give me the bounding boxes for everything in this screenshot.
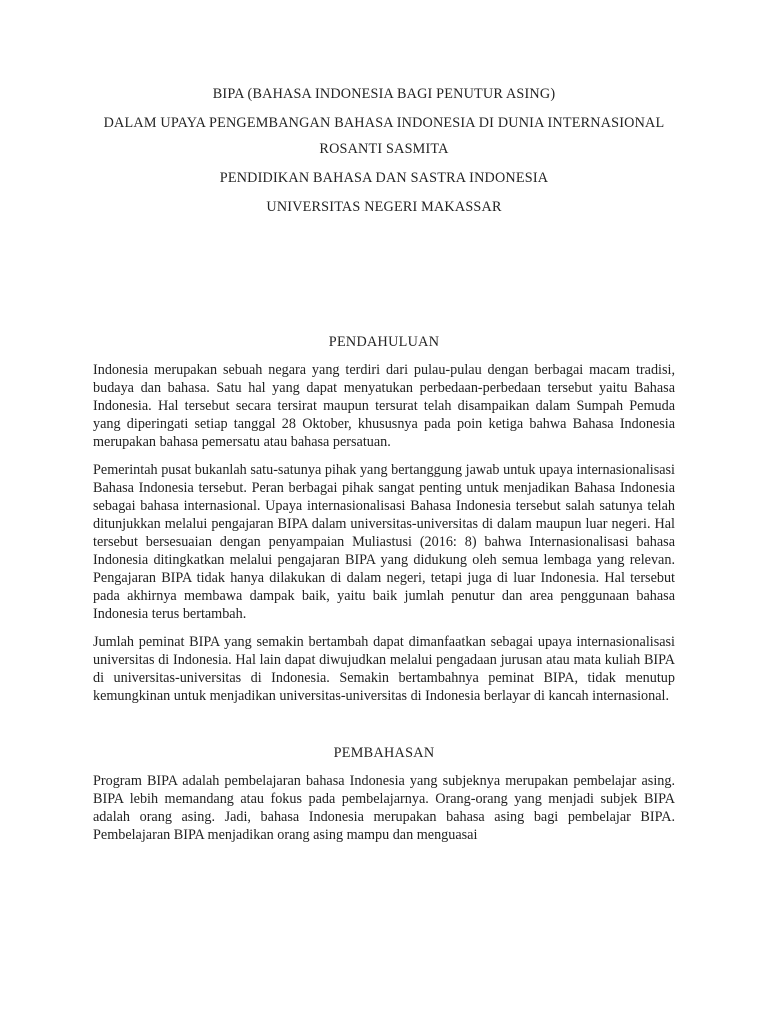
- paragraph: Pemerintah pusat bukanlah satu-satunya pihak yang bertanggung jawab untuk upaya internasionalisasi Bahasa Indonesia tersebut. Peran berbagai pihak sangat penting untuk menjadikan Bahasa Indonesia sebagai bahasa internasional. Upaya internasionalisasi Bahasa Indonesia tersebut salah satunya telah ditunjukkan melalui pengajaran BIPA dalam universitas-universitas di dalam maupun luar negeri. Hal tersebut bersesuaian dengan penyampaian Muliastusi (2016: 8) bahwa Internasionalisasi bahasa Indonesia ditingkatkan melalui pengajaran BIPA yang didukung oleh semua lembaga yang relevan. Pengajaran BIPA tidak hanya dilakukan di dalam negeri, tetapi juga di luar Indonesia. Hal tersebut pada akhirnya membawa dampak baik, yaitu baik jumlah penutur dan area penggunaan bahasa Indonesia terus bertambah.: [93, 462, 675, 622]
- section-heading-pendahuluan: PENDAHULUAN: [328, 334, 440, 350]
- university-name: UNIVERSITAS NEGERI MAKASSAR: [266, 199, 502, 215]
- study-program: PENDIDIKAN BAHASA DAN SASTRA INDONESIA: [219, 170, 549, 186]
- document-title: BIPA (BAHASA INDONESIA BAGI PENUTUR ASING): [212, 86, 556, 102]
- paragraph: Indonesia merupakan sebuah negara yang terdiri dari pulau-pulau dengan berbagai macam tradisi, budaya dan bahasa. Satu hal yang dapat menyatukan perbedaan-perbedaan tersebut yaitu Bahasa Indonesia. Hal tersebut secara tersirat maupun tersurat telah disampaikan dalam Sumpah Pemuda yang diperingati setiap tanggal 28 Oktober, khususnya pada poin ketiga bahwa Bahasa Indonesia merupakan bahasa pemersatu atau bahasa persatuan.: [93, 362, 675, 450]
- document-subtitle: DALAM UPAYA PENGEMBANGAN BAHASA INDONESIA DI DUNIA INTERNASIONAL: [103, 115, 665, 131]
- document-page: [93, 86, 675, 854]
- author-name: ROSANTI SASMITA: [319, 141, 449, 157]
- paragraph: Program BIPA adalah pembelajaran bahasa Indonesia yang subjeknya merupakan pembelajar asing. BIPA lebih memandang atau fokus pada pembelajarnya. Orang-orang yang menjadi subjek BIPA adalah orang asing. Jadi, bahasa Indonesia merupakan bahasa asing bagi pembelajar BIPA. Pembelajaran BIPA menjadikan orang asing mampu dan menguasai: [93, 773, 675, 843]
- title-block: [93, 86, 675, 216]
- section-heading-pembahasan: PEMBAHASAN: [333, 745, 435, 761]
- paragraph: Jumlah peminat BIPA yang semakin bertambah dapat dimanfaatkan sebagai upaya internasionalisasi universitas di Indonesia. Hal lain dapat diwujudkan melalui pengadaan jurusan atau mata kuliah BIPA di universitas-universitas di Indonesia. Semakin bertambahnya peminat BIPA, tidak menutup kemungkinan untuk menjadikan universitas-universitas di Indonesia berlayar di kancah internasional.: [93, 634, 675, 704]
